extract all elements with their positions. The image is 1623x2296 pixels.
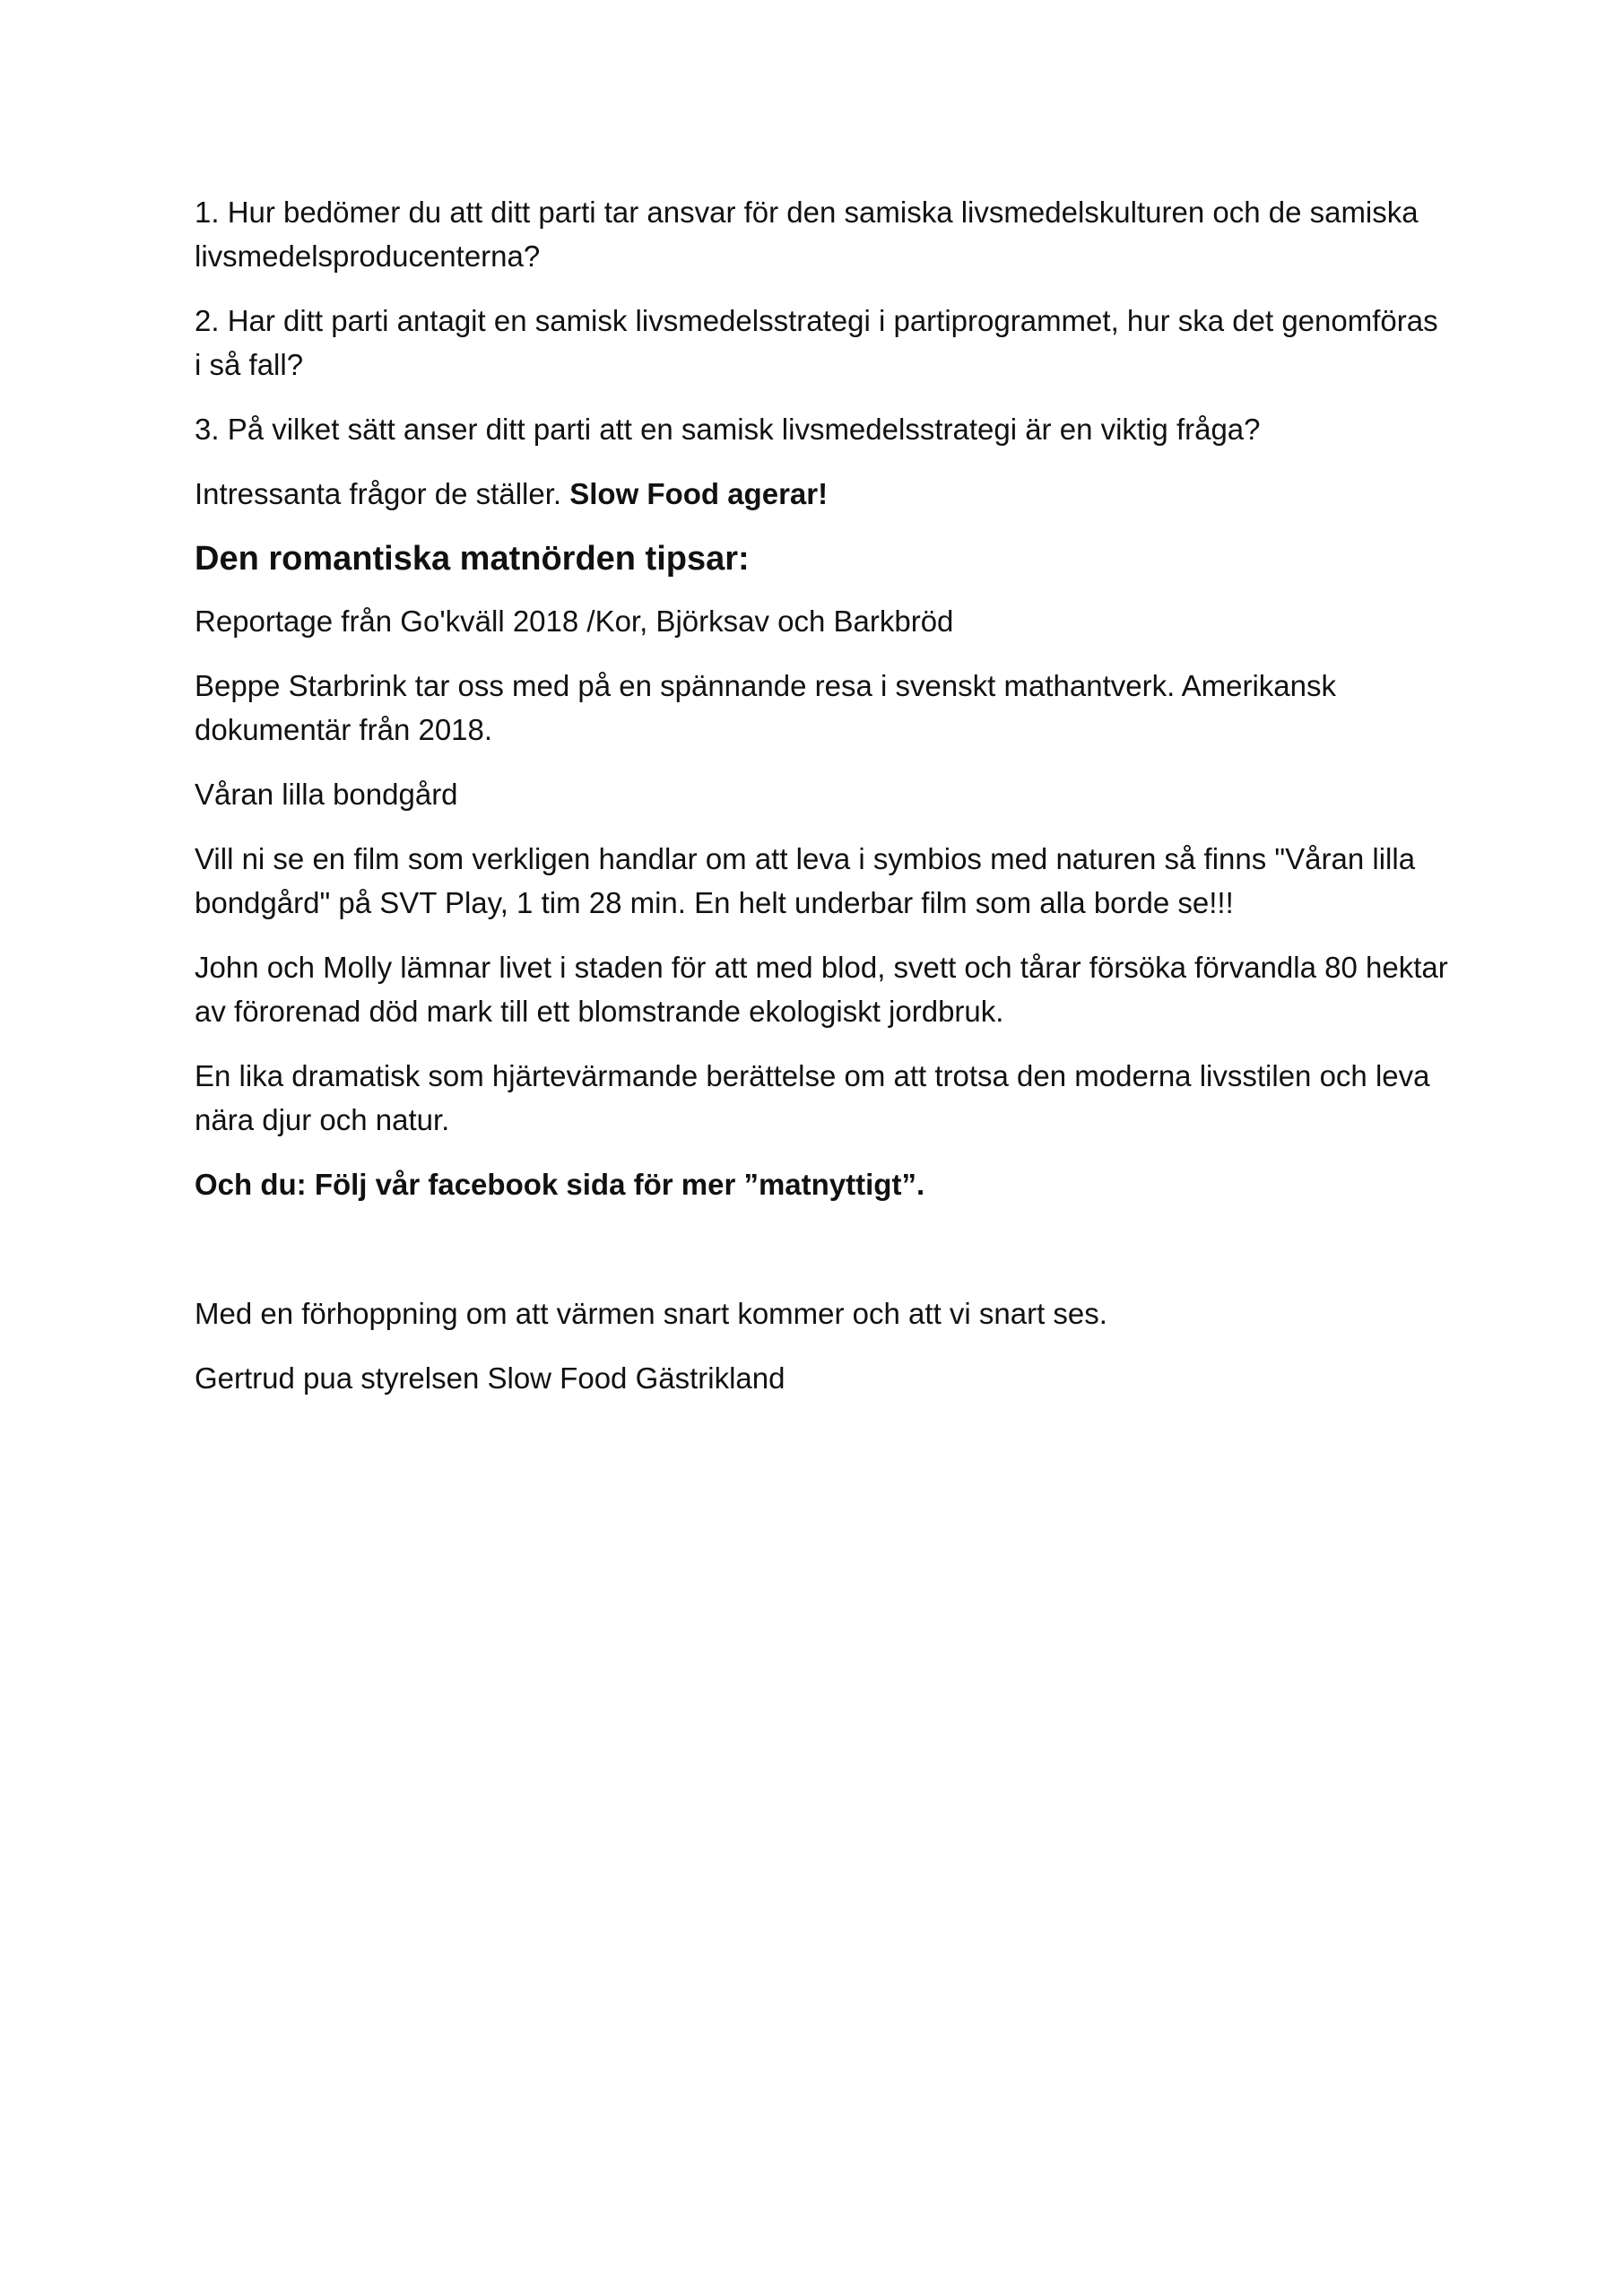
section-heading: Den romantiska matnörden tipsar: xyxy=(195,540,750,578)
question-3: 3. På vilket sätt anser ditt parti att en samisk livsmedelsstrategi är en viktig fråga? xyxy=(195,413,1261,446)
intro-bold-text: Slow Food agerar! xyxy=(569,477,829,510)
question-1: 1. Hur bedömer du att ditt parti tar ansvar för den samiska livsmedelskulturen och de samiska livsmedelsproducenterna? xyxy=(195,196,1419,273)
facebook-callout: Och du: Följ vår facebook sida för mer ”matnyttigt”. xyxy=(195,1168,925,1201)
signature: Gertrud pua styrelsen Slow Food Gästrikland xyxy=(195,1361,785,1395)
question-2: 2. Har ditt parti antagit en samisk livsmedelsstrategi i partiprogrammet, hur ska det genomföras i så fall? xyxy=(195,304,1438,381)
tip-film-summary: En lika dramatisk som hjärtevärmande berättelse om att trotsa den moderna livsstilen och leva nära djur och natur. xyxy=(195,1059,1430,1136)
tip-film-title: Våran lilla bondgård xyxy=(195,778,458,811)
intro-text: Intressanta frågor de ställer. xyxy=(195,477,570,510)
closing-line: Med en förhoppning om att värmen snart kommer och att vi snart ses. xyxy=(195,1297,1107,1330)
tip-film-description: Vill ni se en film som verkligen handlar om att leva i symbios med naturen så finns "Våran lilla bondgård" på SVT Play, 1 tim 28 min. En helt underbar film som alla borde se!!! xyxy=(195,842,1416,919)
blank-line xyxy=(195,1227,1450,1292)
tip-film-plot: John och Molly lämnar livet i staden för att med blod, svett och tårar försöka förvandla 80 hektar av förorenad död mark till ett blomstrande ekologiskt jordbruk. xyxy=(195,951,1448,1028)
tip-reportage: Reportage från Go'kväll 2018 /Kor, Björksav och Barkbröd xyxy=(195,604,954,638)
tip-beppe-starbrink: Beppe Starbrink tar oss med på en spännande resa i svenskt mathantverk. Amerikansk dokumentär från 2018. xyxy=(195,669,1336,746)
document-page xyxy=(195,190,1450,1421)
intro-paragraph xyxy=(195,472,1450,516)
